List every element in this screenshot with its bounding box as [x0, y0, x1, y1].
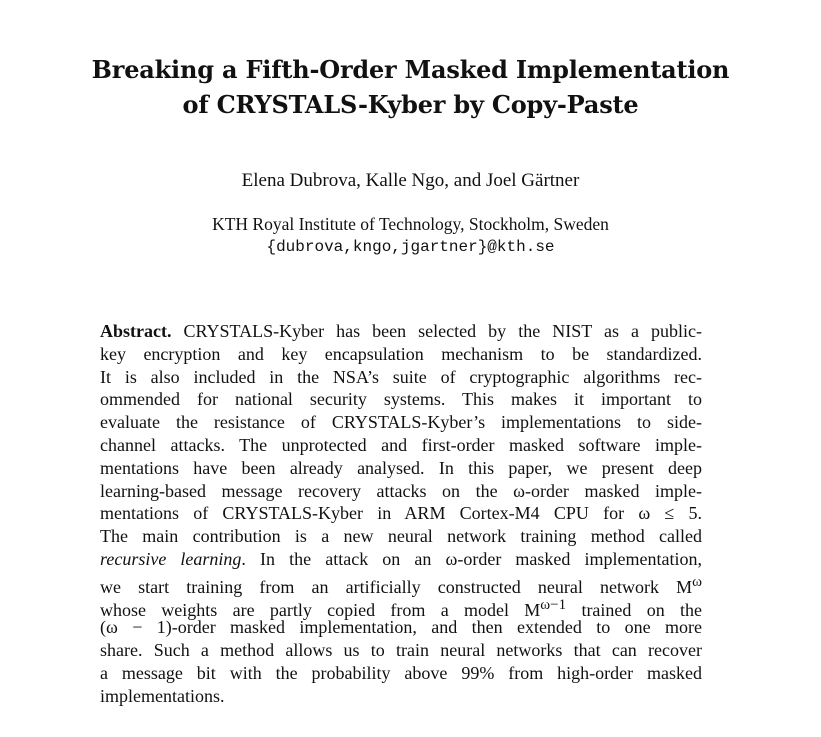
abstract-line: learning-based message recovery attacks on the ω-order masked imple-: [100, 480, 702, 501]
paper-title-line-2: of CRYSTALS-Kyber by Copy-Paste: [182, 90, 639, 119]
abstract-line: [100, 594, 703, 620]
abstract-line: mentations of CRYSTALS-Kyber in ARM Cortex-M4 CPU for ω ≤ 5.: [100, 503, 702, 524]
abstract-text: CRYSTALS-Kyber has been selected by the NIST as a public-: [183, 321, 703, 341]
paper-email: {dubrova,kngo,jgartner}@kth.se: [266, 238, 555, 256]
paper-title: [0, 52, 821, 122]
abstract-line: channel attacks. The unprotected and first-order masked software imple-: [100, 434, 702, 455]
abstract-text: . In the attack on an ω-order masked implementation,: [241, 548, 702, 569]
abstract-emphasis: recursive learning: [100, 548, 242, 569]
abstract-line: The main contribution is a new neural network training method called: [100, 526, 702, 547]
abstract-block: [100, 320, 702, 708]
paper-authors: Elena Dubrova, Kalle Ngo, and Joel Gärtner: [241, 170, 580, 191]
abstract-line: key encryption and key encapsulation mechanism to be standardized.: [100, 343, 702, 364]
abstract-superscript: ω: [692, 573, 702, 590]
abstract-text: trained on the: [566, 599, 703, 620]
abstract-line: mentations have been already analysed. In this paper, we present deep: [100, 457, 702, 478]
abstract-line: [100, 548, 702, 571]
abstract-line: (ω − 1)-order masked implementation, and then extended to one more: [100, 617, 702, 638]
abstract-line: a message bit with the probability above 99% from high-order masked: [100, 662, 702, 683]
abstract-text: we start training from an artificially constructed neural network M: [100, 576, 693, 597]
paper-title-line-1: Breaking a Fifth-Order Masked Implementation: [91, 55, 730, 84]
abstract-line: implementations.: [100, 685, 225, 706]
abstract-label: Abstract.: [100, 321, 172, 341]
abstract-line: evaluate the resistance of CRYSTALS-Kyber’s implementations to side-: [100, 412, 702, 433]
abstract-line: share. Such a method allows us to train neural networks that can recover: [100, 640, 702, 661]
abstract-line: [100, 571, 702, 597]
abstract-text: whose weights are partly copied from a model M: [100, 599, 541, 620]
abstract-line: [100, 320, 702, 343]
abstract-superscript: ω−1: [540, 596, 567, 613]
abstract-line: It is also included in the NSA’s suite of cryptographic algorithms rec-: [100, 366, 702, 387]
abstract-line: ommended for national security systems. This makes it important to: [100, 389, 702, 410]
paper-affiliation: KTH Royal Institute of Technology, Stockholm, Sweden: [212, 214, 609, 234]
